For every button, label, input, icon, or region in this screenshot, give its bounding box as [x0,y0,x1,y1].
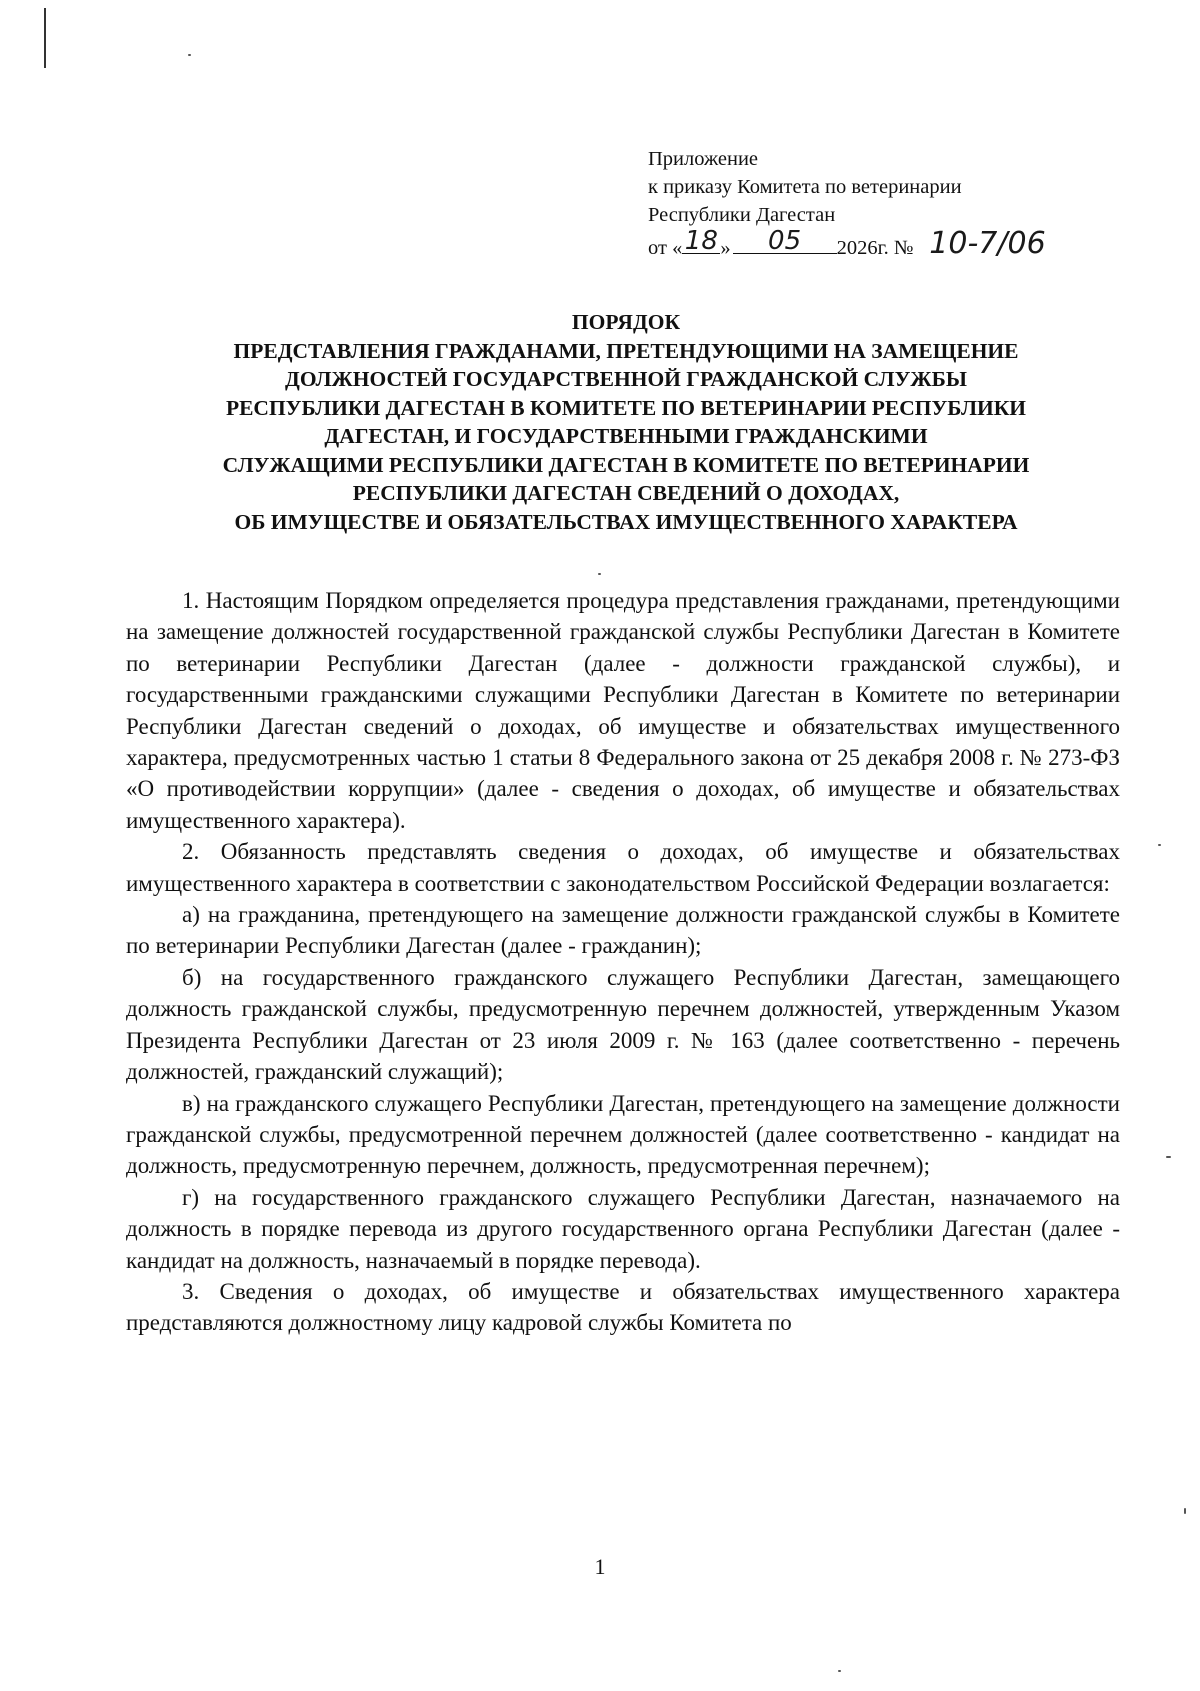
page-number: 1 [594,1554,606,1579]
day-blank [682,226,720,256]
handwritten-order-number: 10-7/06 [929,226,1046,261]
scan-speck [188,54,191,56]
appendix-order-ref: к приказу Комитета по ветеринарии [648,176,962,198]
title-line: ПРЕДСТАВЛЕНИЯ ГРАЖДАНАМИ, ПРЕТЕНДУЮЩИМИ НА ЗАМЕЩЕНИЕ [233,338,1019,363]
day-close: » [720,237,731,259]
title-line: СЛУЖАЩИМИ РЕСПУБЛИКИ ДАГЕСТАН В КОМИТЕТЕ ПО ВЕТЕРИНАРИИ [222,452,1030,477]
scan-speck [1166,1156,1171,1158]
title-line: ДОЛЖНОСТЕЙ ГОСУДАРСТВЕННОЙ ГРАЖДАНСКОЙ СЛУЖБЫ [285,367,967,391]
title-line: РЕСПУБЛИКИ ДАГЕСТАН СВЕДЕНИЙ О ДОХОДАХ, [352,481,900,505]
appendix-header [648,145,1118,262]
title-line: ПОРЯДОК [571,310,681,334]
title-line: ДАГЕСТАН, И ГОСУДАРСТВЕННЫМИ ГРАЖДАНСКИМИ [324,424,928,448]
paragraph-1: 1. Настоящим Порядком определяется процедура представления гражданами, претендующими на замещение должностей государственной гражданской службы Республики Дагестан в Комитете по ветеринарии Республики Дагестан (далее - должности гражданской службы), и государственными гражданскими служащими Республики Дагестан в Комитете по ветеринарии Республики Дагестан сведений о доходах, об имуществе и обязательствах имущественного характера, предусмотренных частью 1 статьи 8 Федерального закона от 25 декабря 2008 г. № 273-ФЗ «О противодействии коррупции» (далее - сведения о доходах, об имуществе и обязательствах имущественного характера). [126,588,1120,833]
subparagraph-v: в) на гражданского служащего Республики Дагестан, претендующего на замещение должности гражданской службы, предусмотренной перечнем должностей (далее соответственно - кандидат на должность, предусмотренную перечнем, должность, предусмотренная перечнем); [126,1090,1120,1179]
subparagraph-g: г) на государственного гражданского служащего Республики Дагестан, назначаемого на должность в порядке перевода из другого государственного органа Республики Дагестан (далее - кандидат на должность, назначаемый в порядке перевода). [126,1184,1120,1273]
document-body [126,585,1120,1339]
year-and-number-label: 2026г. № [836,237,914,259]
date-prefix: от « [648,237,683,259]
document-title [126,308,1126,536]
number-blank [913,226,1061,261]
title-line: РЕСПУБЛИКИ ДАГЕСТАН В КОМИТЕТЕ ПО ВЕТЕРИНАРИИ РЕСПУБЛИКИ [225,395,1027,420]
month-blank [733,226,837,256]
handwritten-day: 18 [684,226,718,256]
appendix-title: Приложение [648,148,759,170]
subparagraph-b: б) на государственного гражданского служащего Республики Дагестан, замещающего должность гражданской службы, предусмотренную перечнем должностей, утвержденным Указом Президента Республики Дагестан от 23 июля 2009 г. № 163 (далее соответственно - перечень должностей, гражданский служащий); [126,964,1120,1085]
subparagraph-a: а) на гражданина, претендующего на замещение должности гражданской службы в Комитете по ветеринарии Республики Дагестан (далее - гражданин); [126,902,1120,959]
scan-speck [1158,844,1161,846]
handwritten-month: 05 [768,226,802,256]
scan-speck [1184,1508,1186,1514]
scan-mark [44,8,46,68]
paragraph-3: 3. Сведения о доходах, об имуществе и обязательствах имущественного характера представляются должностному лицу кадровой службы Комитета по [126,1278,1120,1336]
order-date-row [648,226,1118,262]
title-line: ОБ ИМУЩЕСТВЕ И ОБЯЗАТЕЛЬСТВАХ ИМУЩЕСТВЕННОГО ХАРАКТЕРА [234,509,1018,534]
appendix-republic: Республики Дагестан [648,204,836,226]
scan-speck [838,1670,841,1672]
scan-speck [598,573,601,575]
paragraph-2: 2. Обязанность представлять сведения о доходах, об имуществе и обязательствах имущественного характера в соответствии с законодательством Российской Федерации возлагается: [126,839,1120,896]
